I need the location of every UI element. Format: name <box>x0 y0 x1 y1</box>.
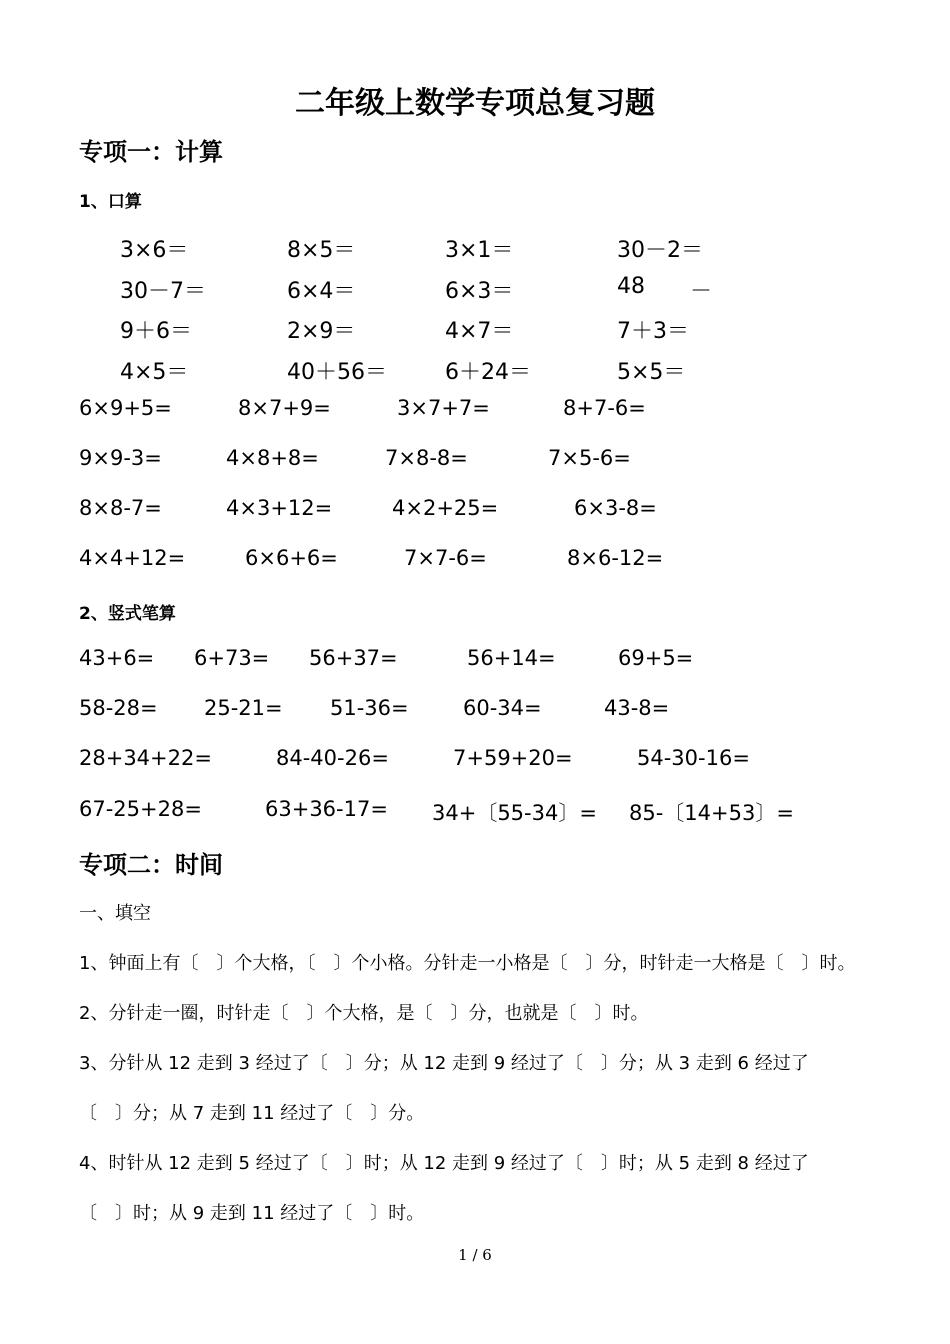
section-2-heading: 专项二：时间 <box>79 851 223 879</box>
written-problem: 43+6= <box>79 646 155 670</box>
written-problem: 54-30-16= <box>637 746 750 770</box>
oral-problem: 2×9＝ <box>287 319 356 344</box>
written-problem: 56+37= <box>309 646 398 670</box>
written-problem: 69+5= <box>618 646 694 670</box>
written-problem: 7+59+20= <box>453 746 573 770</box>
oral-problem: 30－7＝ <box>120 279 206 304</box>
mixed-problem: 3×7+7= <box>397 396 490 420</box>
written-problem: 34+〔55-34〕= <box>432 801 597 825</box>
mixed-problem: 7×8-8= <box>385 446 468 470</box>
question-line: 3、分针从 12 走到 3 经过了〔 〕分；从 12 走到 9 经过了〔 〕分；从 3 走到 6 经过了 <box>79 1053 809 1074</box>
mixed-problem: 7×5-6= <box>548 446 631 470</box>
oral-problem: 8×5＝ <box>287 238 356 263</box>
mixed-problem: 6×9+5= <box>79 396 172 420</box>
oral-problem: 3×1＝ <box>445 238 514 263</box>
fill-in-blank-label: 一、填空 <box>79 903 151 924</box>
page-number: 1 / 6 <box>458 1246 492 1264</box>
oral-problem: 7＋3＝ <box>617 319 689 344</box>
written-problem: 56+14= <box>467 646 556 670</box>
oral-calc-label: 1、口算 <box>79 192 142 212</box>
mixed-problem: 4×4+12= <box>79 546 186 570</box>
written-problem: 51-36= <box>330 696 409 720</box>
question-line: 1、钟面上有〔 〕个大格，〔 〕个小格。分针走一小格是〔 〕分，时针走一大格是〔 〕时。 <box>79 953 856 974</box>
question-line: 4、时针从 12 走到 5 经过了〔 〕时；从 12 走到 9 经过了〔 〕时；从 5 走到 8 经过了 <box>79 1153 809 1174</box>
written-problem: 28+34+22= <box>79 746 212 770</box>
written-problem: 63+36-17= <box>265 797 388 821</box>
oral-problem: 6×4＝ <box>287 279 356 304</box>
mixed-problem: 4×8+8= <box>226 446 319 470</box>
mixed-problem: 8×6-12= <box>567 546 664 570</box>
mixed-problem: 6×3-8= <box>574 496 657 520</box>
oral-problem-operator: － <box>690 279 713 304</box>
written-problem: 6+73= <box>194 646 270 670</box>
oral-problem: 5×5＝ <box>617 360 686 385</box>
mixed-problem: 6×6+6= <box>245 546 338 570</box>
oral-problem: 30－2＝ <box>617 238 703 263</box>
oral-problem: 40＋56＝ <box>287 360 387 385</box>
written-problem: 67-25+28= <box>79 797 202 821</box>
written-problem: 60-34= <box>463 696 542 720</box>
oral-problem: 6＋24＝ <box>445 360 531 385</box>
page-title: 二年级上数学专项总复习题 <box>295 86 655 121</box>
oral-problem: 4×5＝ <box>120 360 189 385</box>
mixed-problem: 4×2+25= <box>392 496 499 520</box>
written-calc-label: 2、竖式笔算 <box>79 604 176 624</box>
question-line: 〔 〕分；从 7 走到 11 经过了〔 〕分。 <box>79 1103 425 1124</box>
mixed-problem: 4×3+12= <box>226 496 333 520</box>
written-problem: 43-8= <box>604 696 670 720</box>
written-problem: 25-21= <box>204 696 283 720</box>
section-1-heading: 专项一：计算 <box>79 138 223 166</box>
question-line: 〔 〕时；从 9 走到 11 经过了〔 〕时。 <box>79 1203 425 1224</box>
mixed-problem: 8+7-6= <box>563 396 646 420</box>
oral-problem: 48 <box>617 274 645 299</box>
oral-problem: 4×7＝ <box>445 319 514 344</box>
written-problem: 58-28= <box>79 696 158 720</box>
mixed-problem: 8×8-7= <box>79 496 162 520</box>
oral-problem: 3×6＝ <box>120 238 189 263</box>
oral-problem: 6×3＝ <box>445 279 514 304</box>
oral-problem: 9＋6＝ <box>120 319 192 344</box>
mixed-problem: 9×9-3= <box>79 446 162 470</box>
question-line: 2、分针走一圈，时针走〔 〕个大格，是〔 〕分，也就是〔 〕时。 <box>79 1003 649 1024</box>
mixed-problem: 7×7-6= <box>404 546 487 570</box>
written-problem: 84-40-26= <box>276 746 389 770</box>
written-problem: 85-〔14+53〕= <box>629 801 794 825</box>
mixed-problem: 8×7+9= <box>238 396 331 420</box>
